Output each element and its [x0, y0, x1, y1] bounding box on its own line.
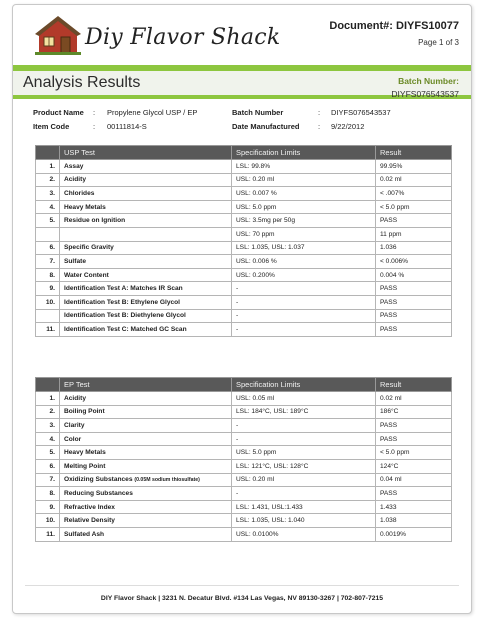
test-result — [376, 282, 452, 296]
table-row — [36, 446, 452, 460]
table-row — [36, 309, 452, 323]
table-row — [36, 500, 452, 514]
test-name — [60, 405, 232, 419]
table-row — [36, 187, 452, 201]
spec-limit-text: USL: 5.0 ppm — [236, 203, 277, 211]
row-number — [36, 268, 60, 282]
separator: : — [93, 108, 96, 117]
info-row-1 — [33, 108, 463, 122]
row-number-text: 1. — [49, 394, 55, 402]
row-number — [36, 173, 60, 187]
test-name-text: Acidity — [64, 176, 86, 184]
table-row — [36, 419, 452, 433]
spec-limit — [232, 160, 376, 174]
separator: : — [93, 122, 96, 131]
test-result — [376, 459, 452, 473]
test-result — [376, 419, 452, 433]
spec-limit-text: LSL: 121°C, USL: 128°C — [236, 462, 309, 470]
test-name — [60, 187, 232, 201]
row-number-text: 10. — [45, 298, 55, 306]
test-name — [60, 392, 232, 406]
table-row — [36, 323, 452, 337]
test-result-text: PASS — [380, 285, 398, 293]
test-name-text: Melting Point — [64, 462, 106, 470]
spec-limit-text: LSL: 99.8% — [236, 162, 271, 170]
document-header — [13, 5, 471, 63]
table-row — [36, 173, 452, 187]
page-title: Analysis Results — [23, 74, 141, 91]
spec-limit-text: USL: 0.0100% — [236, 530, 279, 538]
row-number — [36, 419, 60, 433]
test-name-text: Sulfate — [64, 257, 86, 265]
item-code-value: 00111814-S — [107, 122, 147, 131]
row-number-text: 11. — [46, 530, 55, 538]
test-result-text: 1.038 — [380, 517, 397, 525]
column-header-result: Result — [376, 146, 452, 160]
row-number — [36, 392, 60, 406]
test-result — [376, 405, 452, 419]
footer-address: DIY Flavor Shack | 3231 N. Decatur Blvd. #134 Las Vegas, NV 89130-3267 | 702-807-7215 — [100, 595, 384, 602]
table-row — [36, 514, 452, 528]
spec-limit-text: USL: 0.20 ml — [236, 476, 275, 484]
test-result — [376, 392, 452, 406]
spec-limit-text: USL: 0.200% — [236, 271, 275, 279]
test-name-text: Color — [64, 435, 82, 443]
row-number-text: 8. — [49, 489, 55, 497]
test-result — [376, 227, 452, 241]
test-name-text: Boiling Point — [64, 408, 105, 416]
row-number-text: 5. — [49, 217, 55, 225]
row-number — [36, 500, 60, 514]
test-name — [60, 459, 232, 473]
test-name — [60, 323, 232, 337]
row-number — [36, 514, 60, 528]
spec-limit — [232, 227, 376, 241]
test-name-text: Sulfated Ash — [64, 530, 105, 538]
row-number-text: 4. — [49, 435, 55, 443]
spec-limit — [232, 527, 376, 541]
product-name-value: Propylene Glycol USP / EP — [107, 108, 198, 117]
test-result — [376, 200, 452, 214]
row-number-text: 9. — [49, 503, 55, 511]
row-number — [36, 446, 60, 460]
test-name — [60, 227, 232, 241]
row-number — [36, 241, 60, 255]
spec-limit-text: LSL: 1.035, USL: 1.037 — [236, 244, 305, 252]
test-result — [376, 309, 452, 323]
row-number — [36, 487, 60, 501]
test-result — [376, 487, 452, 501]
row-number-text: 6. — [49, 462, 55, 470]
spec-limit-text: LSL: 1.431, USL:1.433 — [236, 503, 303, 511]
row-number — [36, 187, 60, 201]
spec-limit — [232, 487, 376, 501]
test-name — [60, 309, 232, 323]
test-name-text: Oxidizing Substances — [64, 476, 133, 484]
test-result-text: 0.02 ml — [380, 176, 402, 184]
test-result — [376, 527, 452, 541]
batch-number-label: Batch Number: — [398, 76, 459, 86]
spec-limit — [232, 268, 376, 282]
test-name-text: Residue on Ignition — [64, 217, 126, 225]
column-header-spec: Specification Limits — [232, 378, 376, 392]
test-result — [376, 323, 452, 337]
item-code-label: Item Code — [33, 122, 70, 131]
table-row — [36, 392, 452, 406]
test-result — [376, 432, 452, 446]
date-manufactured-label: Date Manufactured — [232, 122, 300, 131]
row-number — [36, 160, 60, 174]
test-name — [60, 419, 232, 433]
product-name-label: Product Name — [33, 108, 84, 117]
row-number — [36, 309, 60, 323]
spec-limit-text: - — [236, 421, 239, 429]
row-number — [36, 432, 60, 446]
test-name-text: Chlorides — [64, 189, 95, 197]
row-number-text: 11. — [46, 325, 55, 333]
test-name-text: Identification Test A: Matches IR Scan — [64, 285, 183, 293]
test-result — [376, 214, 452, 228]
spec-limit-text: - — [236, 312, 239, 320]
spec-limit — [232, 514, 376, 528]
row-number — [36, 227, 60, 241]
row-number-text: 1. — [49, 162, 55, 170]
test-result-text: 11 ppm — [380, 230, 402, 238]
row-number-text: 7. — [49, 257, 55, 265]
column-header-spec: Specification Limits — [232, 146, 376, 160]
test-name — [60, 282, 232, 296]
test-name — [60, 160, 232, 174]
spec-limit — [232, 392, 376, 406]
document-page — [12, 4, 472, 614]
test-name — [60, 500, 232, 514]
separator: : — [318, 108, 321, 117]
document-number: Document#: DIYFS10077 — [329, 20, 459, 32]
test-result — [376, 160, 452, 174]
table-row — [36, 405, 452, 419]
test-result-text: PASS — [380, 435, 398, 443]
spec-limit-text: USL: 5.0 ppm — [236, 449, 277, 457]
ep-test-table — [35, 377, 452, 542]
row-number — [36, 214, 60, 228]
test-result-text: 0.02 ml — [380, 394, 402, 402]
test-result — [376, 173, 452, 187]
test-name — [60, 295, 232, 309]
table-row — [36, 241, 452, 255]
spec-limit — [232, 214, 376, 228]
row-number — [36, 323, 60, 337]
test-name — [60, 173, 232, 187]
usp-test-table — [35, 145, 452, 337]
test-note: (0.05M sodium thiosulfate) — [134, 477, 200, 484]
test-name-text: Clarity — [64, 421, 85, 429]
test-name — [60, 527, 232, 541]
column-header-test: EP Test — [60, 378, 232, 392]
test-result — [376, 500, 452, 514]
spec-limit — [232, 173, 376, 187]
test-name — [60, 268, 232, 282]
test-result-text: PASS — [380, 421, 398, 429]
spec-limit-text: USL: 0.006 % — [236, 257, 277, 265]
test-name-text: Specific Gravity — [64, 244, 114, 252]
table-row — [36, 214, 452, 228]
spec-limit-text: LSL: 1.035, USL: 1.040 — [236, 517, 305, 525]
batch-number-info-value: DIYFS076543537 — [331, 108, 391, 117]
test-result — [376, 268, 452, 282]
test-result — [376, 446, 452, 460]
banner-title-strip — [13, 71, 471, 99]
row-number — [36, 200, 60, 214]
spec-limit — [232, 446, 376, 460]
footer-divider — [25, 585, 459, 586]
column-header-test: USP Test — [60, 146, 232, 160]
table-row — [36, 282, 452, 296]
test-result-text: 99.95% — [380, 162, 403, 170]
row-number-text: 3. — [49, 189, 55, 197]
table-row — [36, 255, 452, 269]
row-number-text: 10. — [45, 517, 55, 525]
test-name-text: Relative Density — [64, 517, 115, 525]
test-result-text: 0.004 % — [380, 271, 405, 279]
spec-limit-text: USL: 0.20 ml — [236, 176, 275, 184]
test-name — [60, 255, 232, 269]
spec-limit — [232, 500, 376, 514]
spec-limit — [232, 323, 376, 337]
row-number-text: 4. — [49, 203, 55, 211]
test-name — [60, 200, 232, 214]
ep-header-row — [36, 378, 452, 392]
test-name — [60, 432, 232, 446]
test-result-text: < 0.006% — [380, 257, 409, 265]
row-number-text: 2. — [49, 408, 55, 416]
test-result-text: 0.0019% — [380, 530, 407, 538]
test-result — [376, 187, 452, 201]
test-result-text: PASS — [380, 312, 398, 320]
spec-limit-text: USL: 70 ppm — [236, 230, 275, 238]
test-name-text: Heavy Metals — [64, 449, 106, 457]
test-name — [60, 446, 232, 460]
spec-limit-text: - — [236, 285, 239, 293]
table-row — [36, 432, 452, 446]
row-number-text: 3. — [49, 421, 55, 429]
table-row — [36, 473, 452, 487]
test-result-text: < 5.0 ppm — [380, 449, 410, 457]
column-header-number — [36, 378, 60, 392]
test-result-text: < 5.0 ppm — [380, 203, 410, 211]
test-result — [376, 473, 452, 487]
spec-limit-text: - — [236, 489, 239, 497]
spec-limit — [232, 255, 376, 269]
spec-limit-text: USL: 0.05 ml — [236, 394, 275, 402]
test-result-text: 1.036 — [380, 244, 397, 252]
table-row — [36, 268, 452, 282]
column-header-number — [36, 146, 60, 160]
date-manufactured-value: 9/22/2012 — [331, 122, 365, 131]
test-result-text: PASS — [380, 489, 398, 497]
test-name-text: Assay — [64, 162, 84, 170]
brand-name: Diy Flavor Shack — [85, 25, 281, 50]
spec-limit — [232, 473, 376, 487]
test-result-text: < .007% — [380, 189, 405, 197]
spec-limit — [232, 432, 376, 446]
test-result-text: 0.04 ml — [380, 476, 402, 484]
test-result — [376, 241, 452, 255]
row-number — [36, 459, 60, 473]
spec-limit-text: - — [236, 325, 239, 333]
test-name — [60, 514, 232, 528]
row-number-text: 2. — [49, 176, 55, 184]
row-number — [36, 295, 60, 309]
test-name-text: Identification Test C: Matched GC Scan — [64, 325, 187, 333]
table-row — [36, 160, 452, 174]
row-number — [36, 405, 60, 419]
row-number-text: 6. — [49, 244, 55, 252]
row-number-text: 8. — [49, 271, 55, 279]
test-result — [376, 295, 452, 309]
test-name — [60, 241, 232, 255]
spec-limit — [232, 295, 376, 309]
spec-limit-text: USL: 0.007 % — [236, 189, 277, 197]
spec-limit-text: LSL: 184°C, USL: 189°C — [236, 408, 309, 416]
test-name-text: Identification Test B: Diethylene Glycol — [64, 312, 186, 320]
row-number-text: 7. — [49, 476, 55, 484]
title-banner — [13, 65, 471, 99]
spec-limit — [232, 200, 376, 214]
test-result — [376, 514, 452, 528]
row-number — [36, 473, 60, 487]
table-row — [36, 200, 452, 214]
test-name-text: Identification Test B: Ethylene Glycol — [64, 298, 181, 306]
test-name-text: Water Content — [64, 271, 109, 279]
batch-number-value: DIYFS076543537 — [391, 89, 459, 99]
test-result-text: PASS — [380, 325, 398, 333]
row-number — [36, 527, 60, 541]
row-number — [36, 255, 60, 269]
table-row — [36, 487, 452, 501]
test-name-text: Reducing Substances — [64, 489, 133, 497]
spec-limit — [232, 405, 376, 419]
batch-number-info-label: Batch Number — [232, 108, 284, 117]
test-name — [60, 473, 232, 487]
spec-limit — [232, 241, 376, 255]
test-result-text: PASS — [380, 298, 398, 306]
spec-limit — [232, 187, 376, 201]
separator: : — [318, 122, 321, 131]
house-logo-icon — [35, 15, 81, 55]
spec-limit-text: - — [236, 435, 239, 443]
test-result — [376, 255, 452, 269]
test-result-text: 186°C — [380, 408, 399, 416]
info-row-2 — [33, 122, 463, 136]
table-row — [36, 527, 452, 541]
spec-limit — [232, 419, 376, 433]
test-name-text: Refractive Index — [64, 503, 115, 511]
table-row — [36, 459, 452, 473]
test-name-text: Heavy Metals — [64, 203, 106, 211]
row-number-text: 5. — [49, 449, 55, 457]
spec-limit-text: - — [236, 298, 239, 306]
test-result-text: 124°C — [380, 462, 399, 470]
table-row — [36, 295, 452, 309]
spec-limit — [232, 309, 376, 323]
column-header-result: Result — [376, 378, 452, 392]
test-name-text: Acidity — [64, 394, 86, 402]
row-number — [36, 282, 60, 296]
row-number-text: 9. — [49, 285, 55, 293]
test-name — [60, 214, 232, 228]
usp-header-row — [36, 146, 452, 160]
table-row — [36, 227, 452, 241]
spec-limit — [232, 459, 376, 473]
test-result-text: 1.433 — [380, 503, 397, 511]
spec-limit — [232, 282, 376, 296]
test-name — [60, 487, 232, 501]
page-indicator: Page 1 of 3 — [418, 38, 459, 47]
spec-limit-text: USL: 3.5mg per 50g — [236, 217, 296, 225]
test-result-text: PASS — [380, 217, 398, 225]
product-info — [33, 108, 463, 136]
